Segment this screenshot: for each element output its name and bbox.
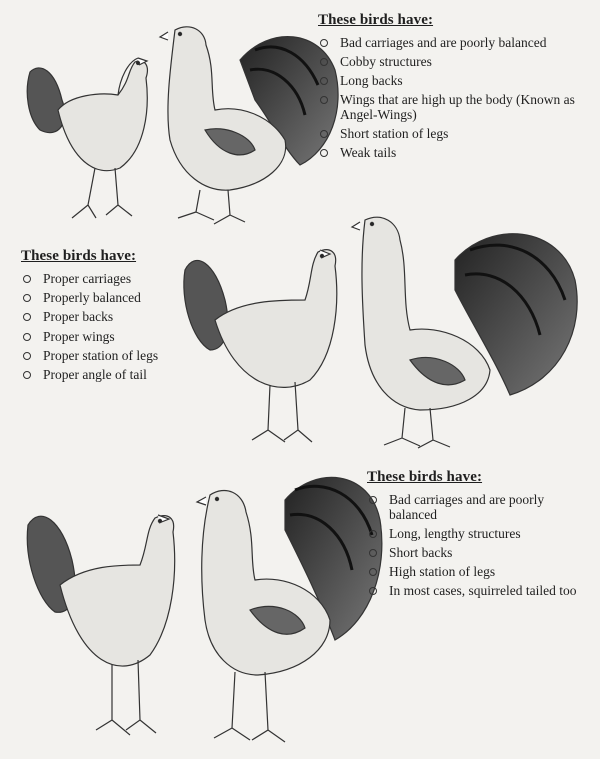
rooster-illustration-3	[197, 477, 382, 742]
section-3-list	[367, 492, 592, 598]
list-item: Long, lengthy structures	[367, 526, 592, 541]
hen-illustration-1	[27, 58, 147, 218]
list-item: Wings that are high up the body (Known as Angel-Wings)	[318, 92, 593, 122]
list-item: Proper angle of tail	[21, 367, 211, 382]
hen-illustration-3	[27, 515, 174, 735]
list-item: Proper station of legs	[21, 348, 211, 363]
list-item: In most cases, squirreled tailed too	[367, 583, 592, 598]
section-2-heading: These birds have:	[21, 248, 137, 264]
list-item: Cobby structures	[318, 54, 593, 69]
list-item: Properly balanced	[21, 290, 211, 305]
list-item: Short backs	[367, 545, 592, 560]
rooster-illustration-2	[352, 217, 577, 448]
section-1	[318, 12, 593, 164]
section-3-heading: These birds have:	[367, 469, 483, 485]
list-item: Weak tails	[318, 145, 593, 160]
list-item: Bad carriages and are poorly balanced	[367, 492, 592, 522]
list-item: Proper backs	[21, 309, 211, 324]
list-item: Short station of legs	[318, 126, 593, 141]
section-1-list	[318, 35, 593, 160]
list-item: High station of legs	[367, 564, 592, 579]
rooster-illustration-1	[160, 27, 338, 224]
section-3	[367, 469, 592, 602]
list-item: Bad carriages and are poorly balanced	[318, 35, 593, 50]
list-item: Long backs	[318, 73, 593, 88]
section-1-heading: These birds have:	[318, 12, 434, 28]
section-2-list	[21, 271, 211, 382]
list-item: Proper wings	[21, 329, 211, 344]
section-2	[21, 248, 211, 386]
list-item: Proper carriages	[21, 271, 211, 286]
